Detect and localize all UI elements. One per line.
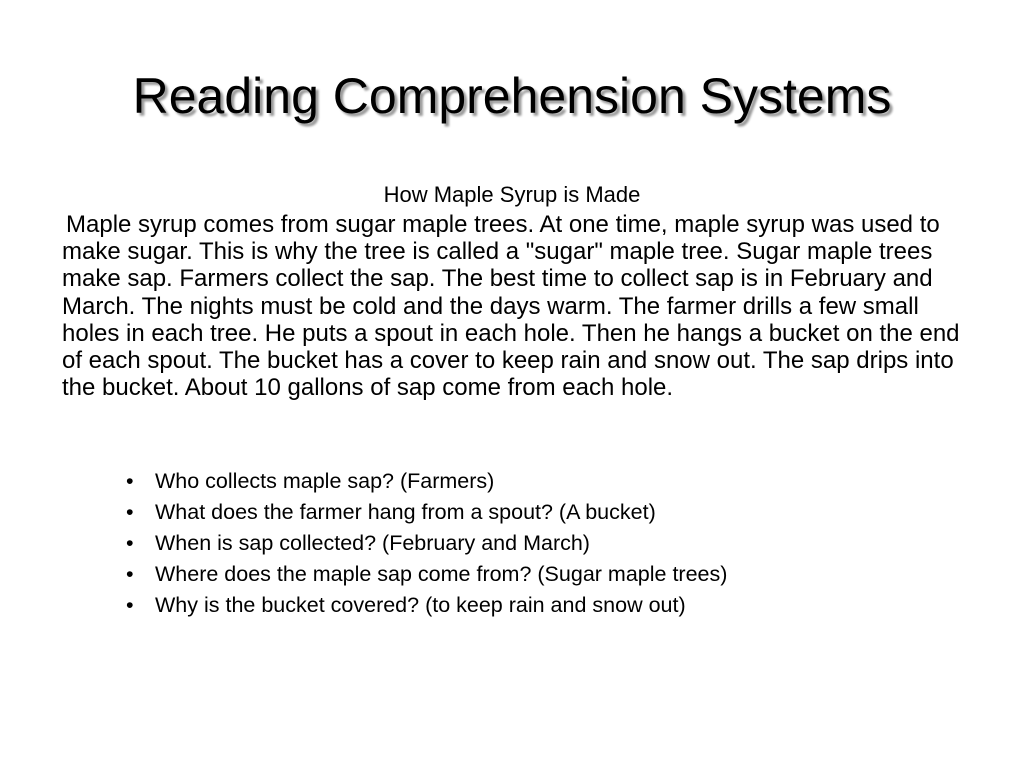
story-passage: Maple syrup comes from sugar maple trees. At one time, maple syrup was used to make sugar. This is why the tree is called a "sugar" maple tree. Sugar maple trees make sap. Farmers collect the sap. The best time to collect sap is in February and March. The nights must be cold and the days warm. The farmer drills a few small holes in each tree. He puts a spout in each hole. Then he hangs a bucket on the end of each spout. The bucket has a cover to keep rain and snow out. The sap drips into the bucket. About 10 gallons of sap come from each hole. bbox=[62, 211, 960, 402]
bullet-icon: • bbox=[126, 531, 134, 555]
bullet-icon: • bbox=[126, 469, 134, 493]
question-list bbox=[120, 466, 940, 621]
question-text: When is sap collected? (February and March) bbox=[155, 531, 590, 555]
question-text: Who collects maple sap? (Farmers) bbox=[155, 469, 495, 493]
question-text: Why is the bucket covered? (to keep rain and snow out) bbox=[155, 593, 686, 617]
bullet-icon: • bbox=[126, 562, 134, 586]
story-title: How Maple Syrup is Made bbox=[383, 182, 641, 207]
question-item bbox=[120, 559, 940, 590]
question-text: Where does the maple sap come from? (Sugar maple trees) bbox=[155, 562, 728, 586]
slide-title: Reading Comprehension Systems bbox=[132, 68, 892, 124]
bullet-icon: • bbox=[126, 500, 134, 524]
bullet-icon: • bbox=[126, 593, 134, 617]
question-item bbox=[120, 466, 940, 497]
question-text: What does the farmer hang from a spout? (A bucket) bbox=[155, 500, 656, 524]
question-item bbox=[120, 497, 940, 528]
question-item bbox=[120, 590, 940, 621]
question-item bbox=[120, 528, 940, 559]
